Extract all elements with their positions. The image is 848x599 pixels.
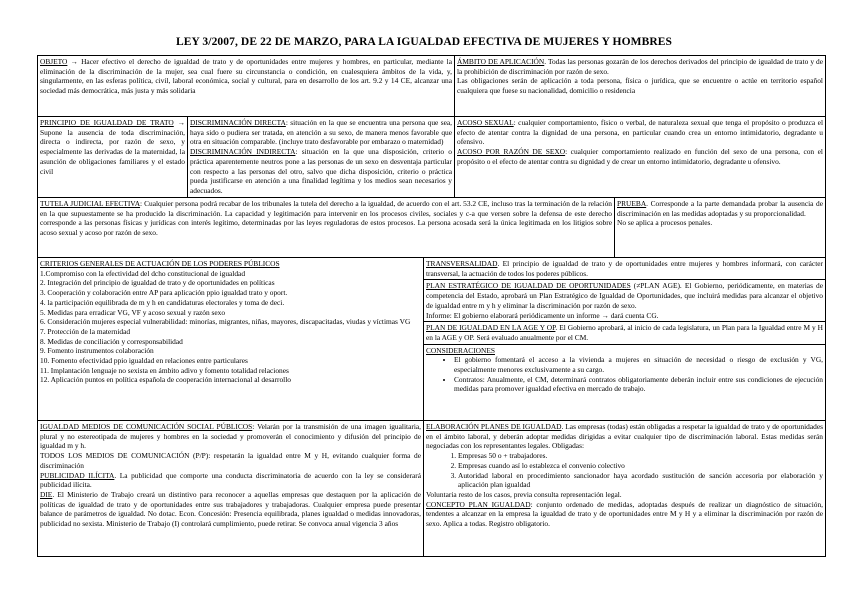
principio-label: PRINCIPIO DE IGUALDAD DE TRATO [40,118,174,127]
planes-label: ELABORACIÓN PLANES DE IGUALDAD [426,422,562,431]
planes-item: 1. Empresas 50 o + trabajadores. [458,451,823,461]
transversalidad-text: . El principio de igualdad de trato y de oportunidades entre mujeres y hombres informará, con carácter transversal, la actuación de todos los poderes públicos. [426,259,823,278]
discriminacion-directa-label: DISCRIMINACIÓN DIRECTA [190,118,286,127]
prueba-text: . Corresponde a la parte demandada probar la ausencia de discriminación en las medidas adoptadas y su proporcionalidad. [617,199,823,218]
plan-estrategico-informe: Informe: El gobierno elaborará periódicamente un informe → dará cuenta CG. [426,310,659,320]
criterios-item: 6. Consideración mujeres especial vulnerabilidad: minorías, migrantes, niñas, mayores, discapacitadas, viudas y víctimas VG [40,317,411,327]
acoso-razon-text: : cualquier comportamiento realizado en función del sexo de una persona, con el propósito o el efecto de atentar contra su dignidad y de crear un entorno intimidatorio, degradante u ofensivo. [457,147,823,166]
planes-voluntario: Voluntaria resto de los casos, previa consulta representación legal. [426,489,622,499]
criterios-title: CRITERIOS GENERALES DE ACTUACIÓN DE LOS PODERES PÚBLICOS [40,259,280,268]
publicidad-label: PUBLICIDAD ILÍCITA [40,470,115,480]
plan-age-text: . El Gobierno aprobará, al inicio de cada legislatura, un Plan para la Igualdad entre M y H en la AGE y OP. Será evaluado anualmente por el CM. [426,323,824,342]
concepto-label: CONCEPTO PLAN IGUALDAD [426,499,531,509]
criterios-item: 10. Fomento efectividad ppio igualdad en relaciones entre particulares [40,356,248,366]
acoso-sexual-text: : cualquier comportamiento, físico o verbal, de naturaleza sexual que tenga el propósito o produzca el efecto de atentar contra la dignidad de una persona, en particular cuando crea un entorno intimidatorio, degradante u ofensivo. [457,118,824,147]
principio-cell [38,117,188,198]
prueba-label: PRUEBA [617,199,647,208]
discriminacion-directa-text: : situación en la que se encuentra una persona que sea, haya sido o pudiera ser tratada, en atención a su sexo, de manera menos favorable que otra en situación comparable. (incluye trato desfavorable por embarazo o maternidad) [190,118,453,147]
consideraciones-item: • El gobierno fomentará el acceso a la vivienda a mujeres en situación de necesidad o riesgo de exclusión y VG, especialmente menores exclusivamente a su cargo. [454,355,823,374]
politicas-cell [424,258,826,421]
tutela-cell [38,198,615,258]
die-text: . El Ministerio de Trabajo creará un distintivo para reconocer a aquellas empresas que destaquen por la aplicación de políticas de igualdad de trato y de oportunidades entre sus trabajadores y trabajadoras. Cualquier empresa puede presentar balance de parámetros de igualdad. No dotac. Econ. Concesión: Presencia equilibrada, planes igualdad o medidas innovadoras, publicidad no sexista. Ministerio de Trabajo (I) controlará cumplimiento, puede retirar. Se convoca anual vigencia 3 años [40,489,421,529]
transversalidad-label: TRANSVERSALIDAD [426,259,498,268]
tutela-label: TUTELA JUDICIAL EFECTIVA [40,199,141,208]
consideraciones-label: CONSIDERACIONES [426,345,495,355]
document-title: LEY 3/2007, DE 22 DE MARZO, PARA LA IGUALDAD EFECTIVA DE MUJERES Y HOMBRES [175,36,673,48]
plan-estrategico-block [424,280,825,322]
summary-table [37,55,826,557]
prueba-note: No se aplica a procesos penales. [617,218,713,228]
criterios-cell [38,258,424,421]
objeto-label: OBJETO [40,57,68,66]
concepto-text: : conjunto ordenado de medidas, adoptadas después de realizar un diagnóstico de situación, tendentes a alcanzar en la empresa la igualdad de trato y de oportunidades entre M y H y a eliminar la discriminación por razón de sexo. Aplica a todas. Registro obligatorio. [426,499,823,529]
ambito-label: ÁMBITO DE APLICACIÓN [457,57,545,66]
ambito-text: . Todas las personas gozarán de los derechos derivados del principio de igualdad de trato y de la prohibición de discriminación por razón de sexo. [457,57,823,76]
objeto-text: → Hacer efectivo el derecho de igualdad de trato y de oportunidades entre mujeres y hombres, en particular, mediante la eliminación de la discriminación de la mujer, sea cual fuere su circunstancia o condición, en cualesquiera ámbitos de la vida, y, singularmente, en las esferas política, civil, laboral económica, social y cultural, para en desarrollo de los art. 9.2 y 14 CE, alcanzar una sociedad más democrática, más justa y más solidaria [40,57,452,96]
planes-text: . Las empresas (todas) están obligadas a respetar la igualdad de trato y de oportunidades en el ámbito laboral, y deberán adoptar medidas dirigidas a evitar cualquier tipo de discriminación laboral. Estas medidas serán negociadas con los representantes legales. Obligadas: [426,422,823,451]
plan-estrategico-label: PLAN ESTRATÉGICO DE IGUALDAD DE OPORTUNIDADES [426,281,631,291]
plan-estrategico-text: (≠PLAN AGE). El Gobierno, periódicamente, en materias de competencia del Estado, aprobará un Plan Estratégico de Igualdad de Oportunidades, que incluirá medidas para alcanzar el objetivo de igualdad entre m y h y eliminar la discriminación por razón de sexo. [426,281,824,310]
ambito-cell [455,56,826,117]
prueba-cell [615,198,826,258]
medios-label: IGUALDAD MEDIOS DE COMUNICACIÓN SOCIAL PÚBLICOS [40,422,253,431]
acoso-sexual-label: ACOSO SEXUAL [457,118,514,127]
planes-cell [424,421,826,557]
objeto-cell [38,56,455,117]
criterios-item: 12. Aplicación puntos en política española de cooperación internacional al desarrollo [40,375,291,385]
transversalidad-block [424,258,825,280]
publicidad-text: . La publicidad que comporte una conducta discriminatoria de acuerdo con la ley se considerará publicidad ilícita. [40,470,421,490]
ambito-obligaciones: Las obligaciones serán de aplicación a toda persona, física o jurídica, que se encuentre o actúe en territorio español cualquiera que fuese su nacionalidad, domicilio o residencia [457,76,823,96]
criterios-item: 9. Fomento instrumentos colaboración [40,346,154,356]
criterios-item: 11. Implantación lenguaje no sexista en ámbito adivo y fomento totalidad relaciones [40,365,289,375]
criterios-item: 4. la participación equilibrada de m y h en candidaturas electorales y toma de deci. [40,297,285,307]
consideraciones-block [424,345,825,396]
planes-item: 3. Autoridad laboral en procedimiento sancionador haya acordado sustitución de sanción accesoria por elaboración y aplicación plan igualdad [458,471,823,490]
medios-text: : Velarán por la transmisión de una imagen igualitaria, plural y no estereotipada de mujeres y hombres en la sociedad y promoverán el conocimiento y difusión del principio de igualdad m y h. [40,422,421,451]
plan-age-label: PLAN DE IGUALDAD EN LA AGE Y OP [426,323,556,333]
acoso-cell [455,117,826,198]
acoso-razon-label: ACOSO POR RAZÓN DE SEXO [457,147,566,157]
medios-todos: TODOS LOS MEDIOS DE COMUNICACIÓN (P/P): respetarán la igualdad entre M y H, evitando cualquier forma de discriminación [40,451,421,470]
criterios-item: 1.Compromiso con la efectividad del dcho constitucional de igualdad [40,268,246,278]
tutela-text: : Cualquier persona podrá recabar de los tribunales la tutela del derecho a la igualdad, de acuerdo con el art. 53.2 CE, incluso tras la terminación de la relación en la que supuestamente se ha producido la discriminación. La capacidad y legitimación para intervenir en los procesos civiles, sociales y c-a que versen sobre la defensa de este derecho corresponde a las personas físicas y jurídicas con interés legítimo, determinadas por las leyes reguladoras de estos procesos. La persona acosada será la única legitimada en los litigios sobre acoso sexual y acoso por razón de sexo. [40,199,612,238]
die-label: DIE [40,489,53,499]
criterios-item: 8. Medidas de conciliación y corresponsabilidad [40,336,183,346]
criterios-item: 3. Cooperación y colaboración entre AP para aplicación ppio igualdad trato y oport. [40,288,288,298]
consideraciones-item: • Contratos: Anualmente, el CM, determinará contratos obligatoriamente deberán incluir entre sus condiciones de ejecución medidas para promover igualdad efectiva en mercado de trabajo. [454,375,823,394]
discriminacion-cell [188,117,455,198]
criterios-item: 7. Protección de la maternidad [40,326,131,336]
principio-text: → Supone la ausencia de toda discriminación, directa o indirecta, por razón de sexo, y especialmente las derivadas de la maternidad, la asunción de obligaciones familiares y el estado civil [40,118,185,176]
criterios-item: 2. Integración del principio de igualdad de trato y de oportunidades en políticas [40,278,275,288]
plan-age-block [424,322,825,344]
medios-cell [38,421,424,557]
discriminacion-indirecta-text: : situación en la que una disposición, criterio o práctica aparentemente neutros pone a las personas de un sexo en desventaja particular con respecto a las personas del otro, salvo que dicha disposición, criterio o práctica pueda justificarse en atención a una finalidad legítima y los medios sean necesarios y adecuados. [190,147,452,195]
planes-item: 2. Empresas cuando así lo establezca el convenio colectivo [458,461,823,471]
criterios-item: 5. Medidas para erradicar VG, VF y acoso sexual y razón sexo [40,307,226,317]
discriminacion-indirecta-label: DISCRIMINACIÓN INDIRECTA [190,147,296,157]
